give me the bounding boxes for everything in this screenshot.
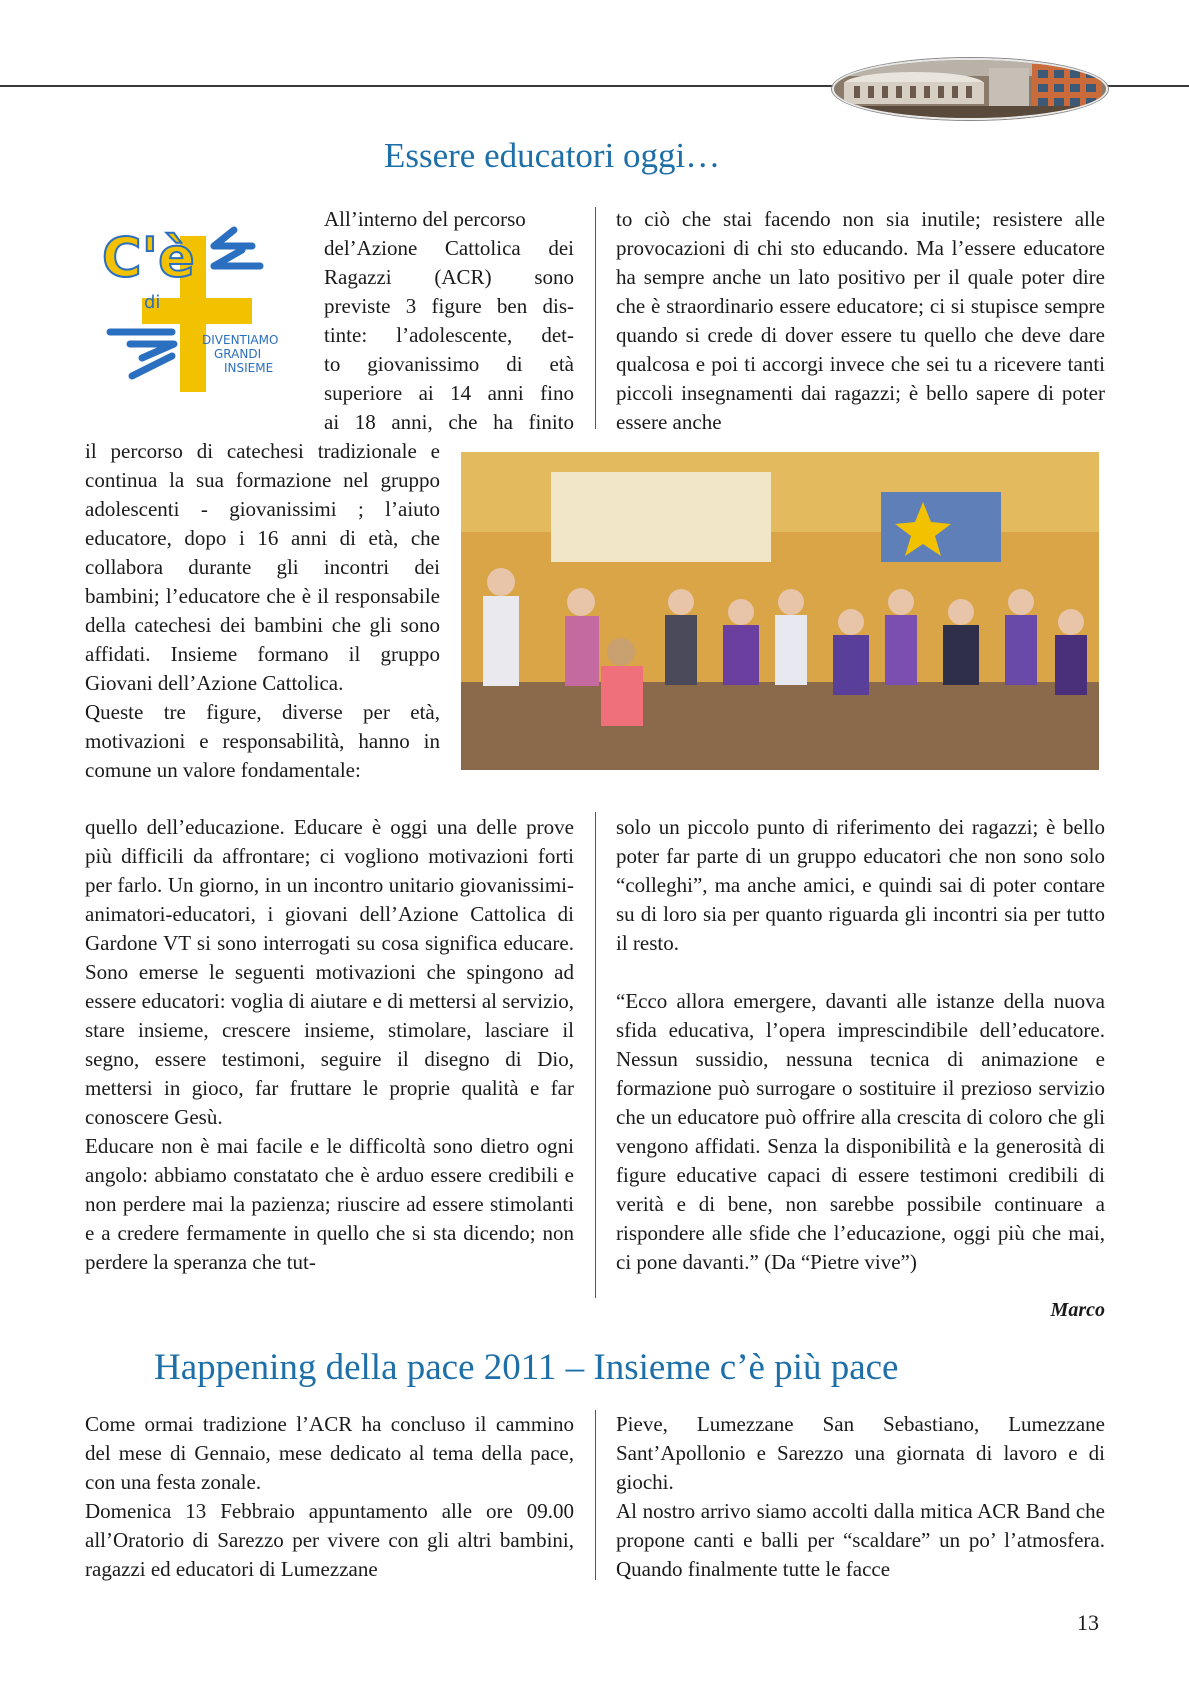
article1-intro bbox=[324, 205, 574, 437]
article1-left-lower bbox=[85, 813, 574, 1277]
paragraph: il percorso di catechesi tradizionale e continua la sua formazione nel gruppo adolescenti - giovanissimi ; l’aiuto educatore, dopo i 16 anni di età, che collabora durante gli incontri dei bambini; l’educatore che è il responsabile della catechesi dei bambini che gli sono affidati. Insieme formano il gruppo Giovani dell’Azione Cattolica. bbox=[85, 439, 440, 695]
intro-line: All’interno del percorso bbox=[324, 207, 526, 231]
paragraph: Al nostro arrivo siamo accolti dalla mitica ACR Band che propone canti e balli per “scaldare” un po’ l’atmosfera. Quando finalmente tutte le facce bbox=[616, 1499, 1105, 1581]
column-divider bbox=[595, 812, 596, 1298]
article1-left-upper bbox=[85, 437, 440, 785]
paragraph: Pieve, Lumezzane San Sebastiano, Lumezzane Sant’Apollonio e Sarezzo una giornata di lavoro e di giochi. bbox=[616, 1412, 1105, 1494]
paragraph: Educare non è mai facile e le difficoltà sono dietro ogni angolo: abbiamo constatato che è arduo essere credibili e non perdere mai la pazienza; riuscire ad essere stimolanti e a credere fermamente in quello che si sta dicendo; non perdere la speranza che tut- bbox=[85, 1134, 574, 1274]
article2-right bbox=[616, 1410, 1105, 1584]
article-title: Happening della pace 2011 – Insieme c’è più pace bbox=[154, 1347, 899, 1388]
intro-line: superiore ai 14 anni fino bbox=[324, 381, 574, 405]
author-signature: Marco bbox=[1050, 1299, 1105, 1321]
article1-right-top bbox=[616, 205, 1105, 437]
paragraph: quello dell’educazione. Educare è oggi una delle prove più difficili da affrontare; ci vogliono motivazioni forti per farlo. Un giorno, in un incontro unitario giovanissimi-animatori-educatori, i giovani dell’Azione Cattolica di Gardone VT si sono interrogati su cosa significa educare. Sono emerse le seguenti motivazioni che spingono ad essere educatori: voglia di aiutare e di mettersi al servizio, stare insieme, crescere insieme, stimolare, lasciare il segno, essere testimoni, seguire il disegno di Dio, mettersi in gioco, far fruttare le proprie qualità e far conoscere Gesù. bbox=[85, 815, 574, 1129]
article2-left bbox=[85, 1410, 574, 1584]
page-number: 13 bbox=[1077, 1610, 1099, 1635]
paragraph: Come ormai tradizione l’ACR ha concluso il cammino del mese di Gennaio, mese dedicato al tema della pace, con una festa zonale. bbox=[85, 1412, 574, 1494]
article1-right-bottom bbox=[616, 813, 1105, 1277]
intro-line: del’Azione Cattolica dei bbox=[324, 236, 574, 260]
paragraph: “Ecco allora emergere, davanti alle istanze della nuova sfida educativa, l’opera imprescindibile dell’educatore. Nessun sussidio, nessuna tecnica di animazione e formazione può surrogare o sostituire il prezioso servizio che un educatore può offrire alla crescita di coloro che gli vengono affidati. Senza la disponibilità e la generosità di figure educative capaci di essere testimoni credibili di verità e di bene, non sarebbe possibile continuare a rispondere alle sfide che l’educazione, oggi più che mai, ci pone davanti.” (Da “Pietre vive”) bbox=[616, 989, 1105, 1274]
paragraph: solo un piccolo punto di riferimento dei ragazzi; è bello poter far parte di un gruppo educatori che non sono solo “colleghi”, ma anche amici, e quindi sai di poter contare su di loro sia per quanto riguarda gli incontri sia per tutto il resto. bbox=[616, 815, 1105, 955]
children-dancing-photo bbox=[461, 452, 1099, 770]
logo-slogan-2: GRANDI bbox=[214, 347, 262, 361]
acr-logo bbox=[102, 206, 298, 406]
paragraph-spacer bbox=[616, 958, 1105, 987]
building-illustration bbox=[834, 60, 1106, 118]
logo-text-di: di bbox=[144, 292, 161, 313]
header-building-photo bbox=[832, 58, 1108, 120]
intro-line: ai 18 anni, che ha finito bbox=[324, 410, 574, 434]
column-divider bbox=[595, 207, 596, 429]
intro-line: to giovanissimo di età bbox=[324, 352, 574, 376]
intro-line: Ragazzi (ACR) sono bbox=[324, 265, 574, 289]
article-title: Essere educatori oggi… bbox=[384, 136, 721, 175]
paragraph: to ciò che stai facendo non sia inutile; resistere alle provocazioni di chi sto educando. Ma l’essere educatore ha sempre anche un lato positivo per il quale poter dire che è straordinario essere educatore; ci si stupisce sempre quando si crede di dover essere tu quello che deve dare qualcosa e poi ti accorgi invece che sei tu a ricevere tanti piccoli insegnamenti dai ragazzi; è bello sapere di poter essere anche bbox=[616, 207, 1105, 434]
intro-line: tinte: l’adolescente, det- bbox=[324, 323, 574, 347]
paragraph: Queste tre figure, diverse per età, motivazioni e responsabilità, hanno in comune un valore fondamentale: bbox=[85, 700, 440, 782]
paragraph: Domenica 13 Febbraio appuntamento alle ore 09.00 all’Oratorio di Sarezzo per vivere con gli altri bambini, ragazzi ed educatori di Lumezzane bbox=[85, 1499, 574, 1581]
column-divider bbox=[595, 1410, 596, 1580]
intro-line: previste 3 figure ben dis- bbox=[324, 294, 574, 318]
logo-slogan-1: DIVENTIAMO bbox=[202, 333, 279, 347]
logo-text-ce: C'è bbox=[102, 226, 195, 289]
logo-slogan-3: INSIEME bbox=[224, 361, 274, 375]
